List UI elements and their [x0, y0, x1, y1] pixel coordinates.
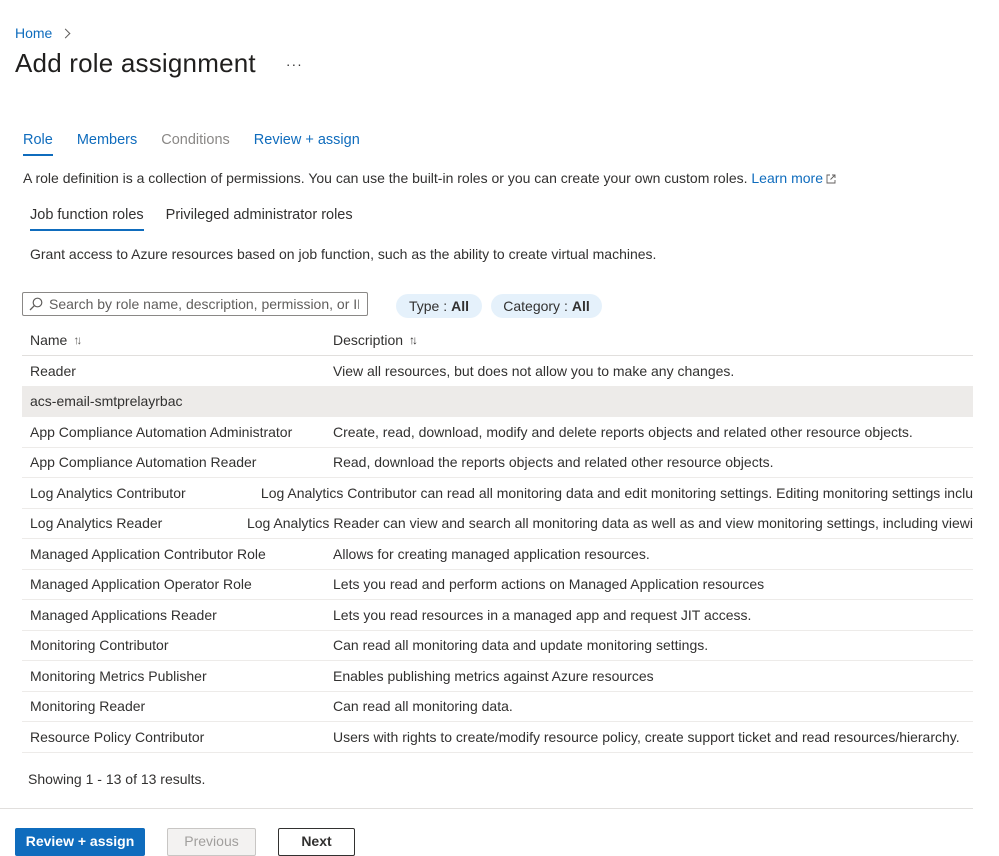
type-filter-label: Type : [408, 298, 448, 314]
role-description: Lets you read resources in a managed app and request JIT access. [333, 606, 752, 623]
breadcrumb-home-link[interactable]: Home [15, 25, 53, 41]
learn-more-link[interactable] [751, 170, 836, 186]
description-header-label: Description [333, 331, 404, 348]
role-description: Can read all monitoring data. [333, 698, 513, 715]
footer-divider [0, 808, 973, 809]
category-filter-value: All [571, 298, 590, 314]
table-row[interactable] [22, 356, 973, 387]
role-name: Monitoring Metrics Publisher [30, 667, 207, 684]
tab-conditions[interactable]: Conditions [161, 132, 230, 148]
table-row[interactable] [22, 692, 973, 723]
category-filter-label: Category : [503, 298, 568, 314]
table-row[interactable] [22, 570, 973, 601]
role-description: Create, read, download, modify and delete reports objects and related other resource objects. [333, 423, 913, 440]
role-name: acs-email-smtprelayrbac [30, 393, 183, 410]
role-definition-description [23, 170, 836, 186]
role-name: Resource Policy Contributor [30, 728, 205, 745]
search-icon [29, 297, 43, 311]
table-header [22, 324, 973, 356]
table-row[interactable] [22, 417, 973, 448]
table-body [22, 356, 973, 753]
role-description: Log Analytics Contributor can read all monitoring data and edit monitoring settings. Editing monitoring settings inclu [260, 484, 973, 501]
table-row[interactable] [22, 600, 973, 631]
table-row[interactable] [22, 539, 973, 570]
name-header-label: Name [30, 331, 68, 348]
role-description: Read, download the reports objects and related other resource objects. [333, 454, 774, 471]
learn-more-label: Learn more [751, 170, 823, 186]
type-filter-value: All [451, 298, 470, 314]
table-row[interactable] [22, 631, 973, 662]
role-description: Allows for creating managed application resources. [333, 545, 650, 562]
category-filter-pill[interactable] [491, 294, 602, 318]
external-link-icon [826, 174, 836, 184]
table-row[interactable] [22, 509, 973, 540]
tab-privileged-administrator-roles[interactable]: Privileged administrator roles [165, 207, 353, 223]
breadcrumb [15, 25, 69, 41]
job-function-description: Grant access to Azure resources based on job function, such as the ability to create virtual machines. [30, 246, 657, 262]
sort-icon: ↑↓ [409, 332, 416, 347]
tab-review-assign[interactable]: Review + assign [253, 132, 360, 148]
role-name: App Compliance Automation Administrator [30, 423, 293, 440]
role-name: Monitoring Reader [30, 698, 146, 715]
table-row[interactable] [22, 387, 973, 418]
type-filter-pill[interactable] [396, 294, 482, 318]
role-description: Users with rights to create/modify resource policy, create support ticket and read resources/hierarchy. [333, 728, 960, 745]
tab-role[interactable]: Role [23, 132, 53, 156]
name-column-header[interactable] [22, 332, 325, 348]
sort-icon: ↑↓ [73, 332, 80, 347]
role-description: Can read all monitoring data and update monitoring settings. [333, 637, 709, 654]
role-definition-text: A role definition is a collection of permissions. You can use the built-in roles or you can create your own custom roles. [23, 170, 752, 186]
tab-members[interactable]: Members [76, 132, 138, 148]
table-row[interactable] [22, 722, 973, 753]
role-name: Log Analytics Reader [30, 515, 163, 532]
chevron-right-icon [61, 28, 71, 38]
previous-button[interactable]: Previous [167, 828, 256, 856]
role-type-tabs [30, 207, 353, 231]
more-options-button[interactable]: ··· [285, 55, 303, 72]
role-search-box [22, 292, 368, 316]
description-column-header[interactable] [325, 332, 973, 348]
page-title: Add role assignment [15, 48, 256, 78]
role-name: Managed Application Operator Role [30, 576, 252, 593]
role-name: Log Analytics Contributor [30, 484, 186, 501]
role-description: Lets you read and perform actions on Managed Application resources [333, 576, 765, 593]
role-name: Monitoring Contributor [30, 637, 169, 654]
role-name: Managed Applications Reader [30, 606, 217, 623]
table-row[interactable] [22, 448, 973, 479]
role-search-input[interactable] [49, 296, 359, 312]
wizard-tabs [23, 132, 360, 156]
role-description: Enables publishing metrics against Azure resources [333, 667, 654, 684]
table-row[interactable] [22, 661, 973, 692]
role-name: Reader [30, 362, 76, 379]
role-name: App Compliance Automation Reader [30, 454, 257, 471]
title-row [15, 48, 307, 79]
role-name: Managed Application Contributor Role [30, 545, 266, 562]
review-assign-button[interactable]: Review + assign [15, 828, 145, 856]
tab-job-function-roles[interactable]: Job function roles [30, 207, 144, 231]
results-count: Showing 1 - 13 of 13 results. [28, 771, 206, 787]
role-description: View all resources, but does not allow you to make any changes. [333, 362, 735, 379]
table-row[interactable] [22, 478, 973, 509]
roles-table [22, 324, 973, 753]
role-description: Log Analytics Reader can view and search all monitoring data as well as and view monitoring settings, including viewi [246, 515, 973, 532]
next-button[interactable]: Next [278, 828, 355, 856]
